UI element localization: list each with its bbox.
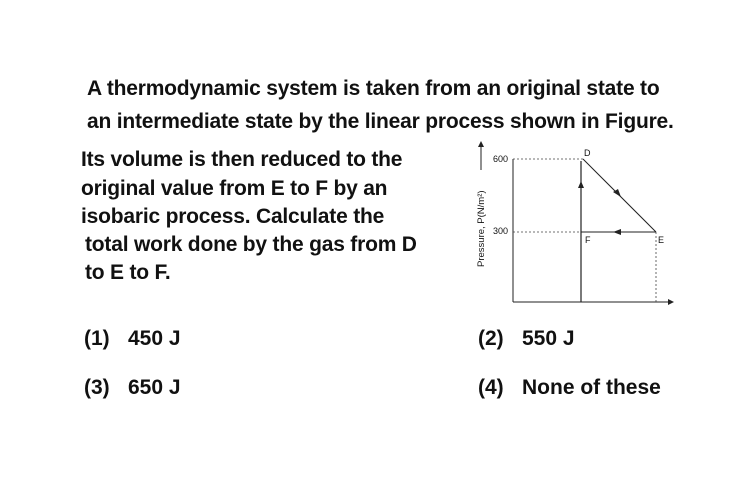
y-tick-600: 600 [493, 154, 509, 164]
question-body-line-3: isobaric process. Calculate the [81, 205, 385, 228]
point-e-label: E [658, 235, 665, 245]
question-body-line-1: Its volume is then reduced to the [81, 148, 403, 171]
option-1-text: 450 J [128, 327, 181, 350]
option-1-number: (1) [84, 327, 110, 350]
x-axis-arrow-icon [668, 299, 674, 305]
option-1[interactable] [84, 327, 181, 351]
option-3-text: 650 J [128, 376, 181, 399]
process-vertical-arrow-icon [578, 181, 584, 188]
y-axis-label: Pressure, P(N/m²) [476, 190, 487, 267]
question-body-line-4: total work done by the gas from D [85, 233, 417, 256]
option-2-number: (2) [478, 327, 504, 350]
point-f-label: F [585, 235, 591, 245]
option-4[interactable] [478, 376, 661, 400]
option-2-text: 550 J [522, 327, 575, 350]
y-tick-300: 300 [493, 226, 509, 236]
y-label-arrow-icon [478, 141, 484, 147]
process-e-to-f-arrow-icon [613, 229, 621, 235]
question-line-1: A thermodynamic system is taken from an original state to [87, 77, 660, 100]
option-3[interactable] [84, 376, 181, 400]
question-body-line-2: original value from E to F by an [81, 177, 388, 200]
option-4-number: (4) [478, 376, 504, 399]
point-d-label: D [584, 148, 591, 158]
option-3-number: (3) [84, 376, 110, 399]
option-2[interactable] [478, 327, 575, 351]
question-line-2: an intermediate state by the linear process shown in Figure. [87, 110, 674, 133]
pv-diagram [465, 140, 680, 315]
option-4-text: None of these [522, 376, 661, 399]
question-body-line-5: to E to F. [85, 261, 171, 284]
